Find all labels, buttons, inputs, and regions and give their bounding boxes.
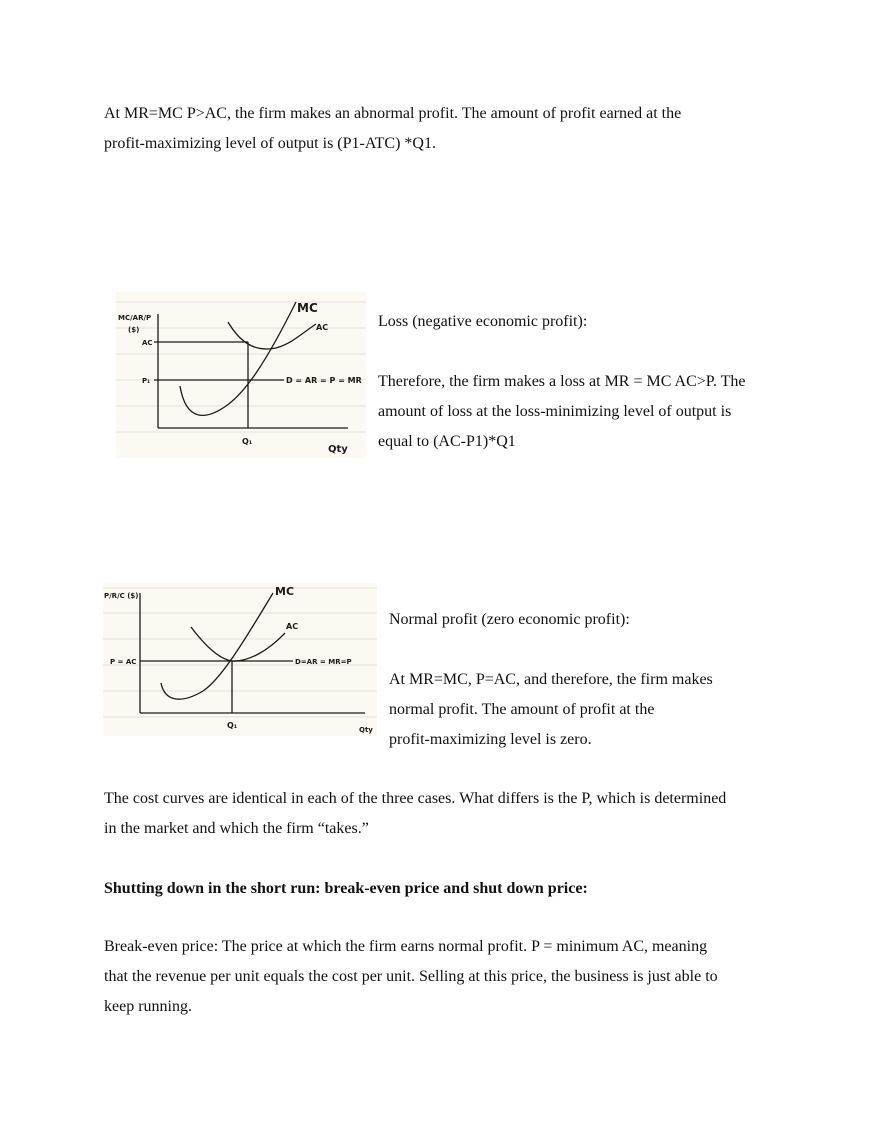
shutdown-heading: Shutting down in the short run: break-even price and shut down price: [104, 880, 588, 897]
loss-diagram [116, 292, 366, 458]
loss-paragraph-line1: Therefore, the firm makes a loss at MR = MC AC>P. The [378, 373, 746, 390]
demand-curve-label: D=AR = MR=P [295, 658, 352, 666]
y-axis-unit: ($) [128, 326, 140, 334]
abnormal-profit-paragraph-line2: profit-maximizing level of output is (P1-ATC) *Q1. [104, 135, 436, 152]
q1-tick-label: Q₁ [242, 437, 253, 446]
q1-tick-label: Q₁ [227, 721, 238, 730]
mc-curve-label: MC [275, 585, 295, 598]
ac-curve-label: AC [286, 622, 299, 631]
p1-tick-label: P₁ [142, 377, 151, 385]
normal-profit-heading: Normal profit (zero economic profit): [389, 611, 630, 628]
p-ac-tick-label: P = AC [110, 658, 137, 666]
normal-profit-paragraph-line2: normal profit. The amount of profit at the [389, 701, 655, 718]
cost-curves-paragraph-line1: The cost curves are identical in each of the three cases. What differs is the P, which is determined [104, 790, 727, 807]
normal-profit-paragraph-line3: profit-maximizing level is zero. [389, 731, 592, 748]
y-axis-label: MC/AR/P [118, 314, 152, 322]
break-even-paragraph-line1: Break-even price: The price at which the firm earns normal profit. P = minimum AC, meaning [104, 938, 708, 955]
mc-curve-label: MC [297, 301, 318, 315]
loss-paragraph-line3: equal to (AC-P1)*Q1 [378, 433, 516, 450]
x-axis-label: Qty [328, 444, 348, 455]
normal-profit-diagram [103, 583, 377, 736]
ac-curve-label: AC [316, 323, 329, 332]
ac-tick-label: AC [142, 339, 153, 347]
normal-profit-diagram-svg [103, 583, 377, 736]
break-even-paragraph-line2: that the revenue per unit equals the cost per unit. Selling at this price, the business is just able to [104, 968, 718, 985]
x-axis-label: Qty [359, 726, 373, 734]
normal-profit-paragraph-line1: At MR=MC, P=AC, and therefore, the firm makes [389, 671, 713, 688]
y-axis-label: P/R/C ($) [104, 592, 139, 600]
loss-diagram-svg [116, 292, 366, 458]
abnormal-profit-paragraph-line1: At MR=MC P>AC, the firm makes an abnormal profit. The amount of profit earned at the [104, 105, 682, 122]
loss-heading: Loss (negative economic profit): [378, 313, 588, 330]
cost-curves-paragraph-line2: in the market and which the firm “takes.” [104, 820, 369, 837]
break-even-paragraph-line3: keep running. [104, 998, 192, 1015]
demand-curve-label: D = AR = P = MR [286, 376, 362, 385]
loss-paragraph-line2: amount of loss at the loss-minimizing level of output is [378, 403, 732, 420]
